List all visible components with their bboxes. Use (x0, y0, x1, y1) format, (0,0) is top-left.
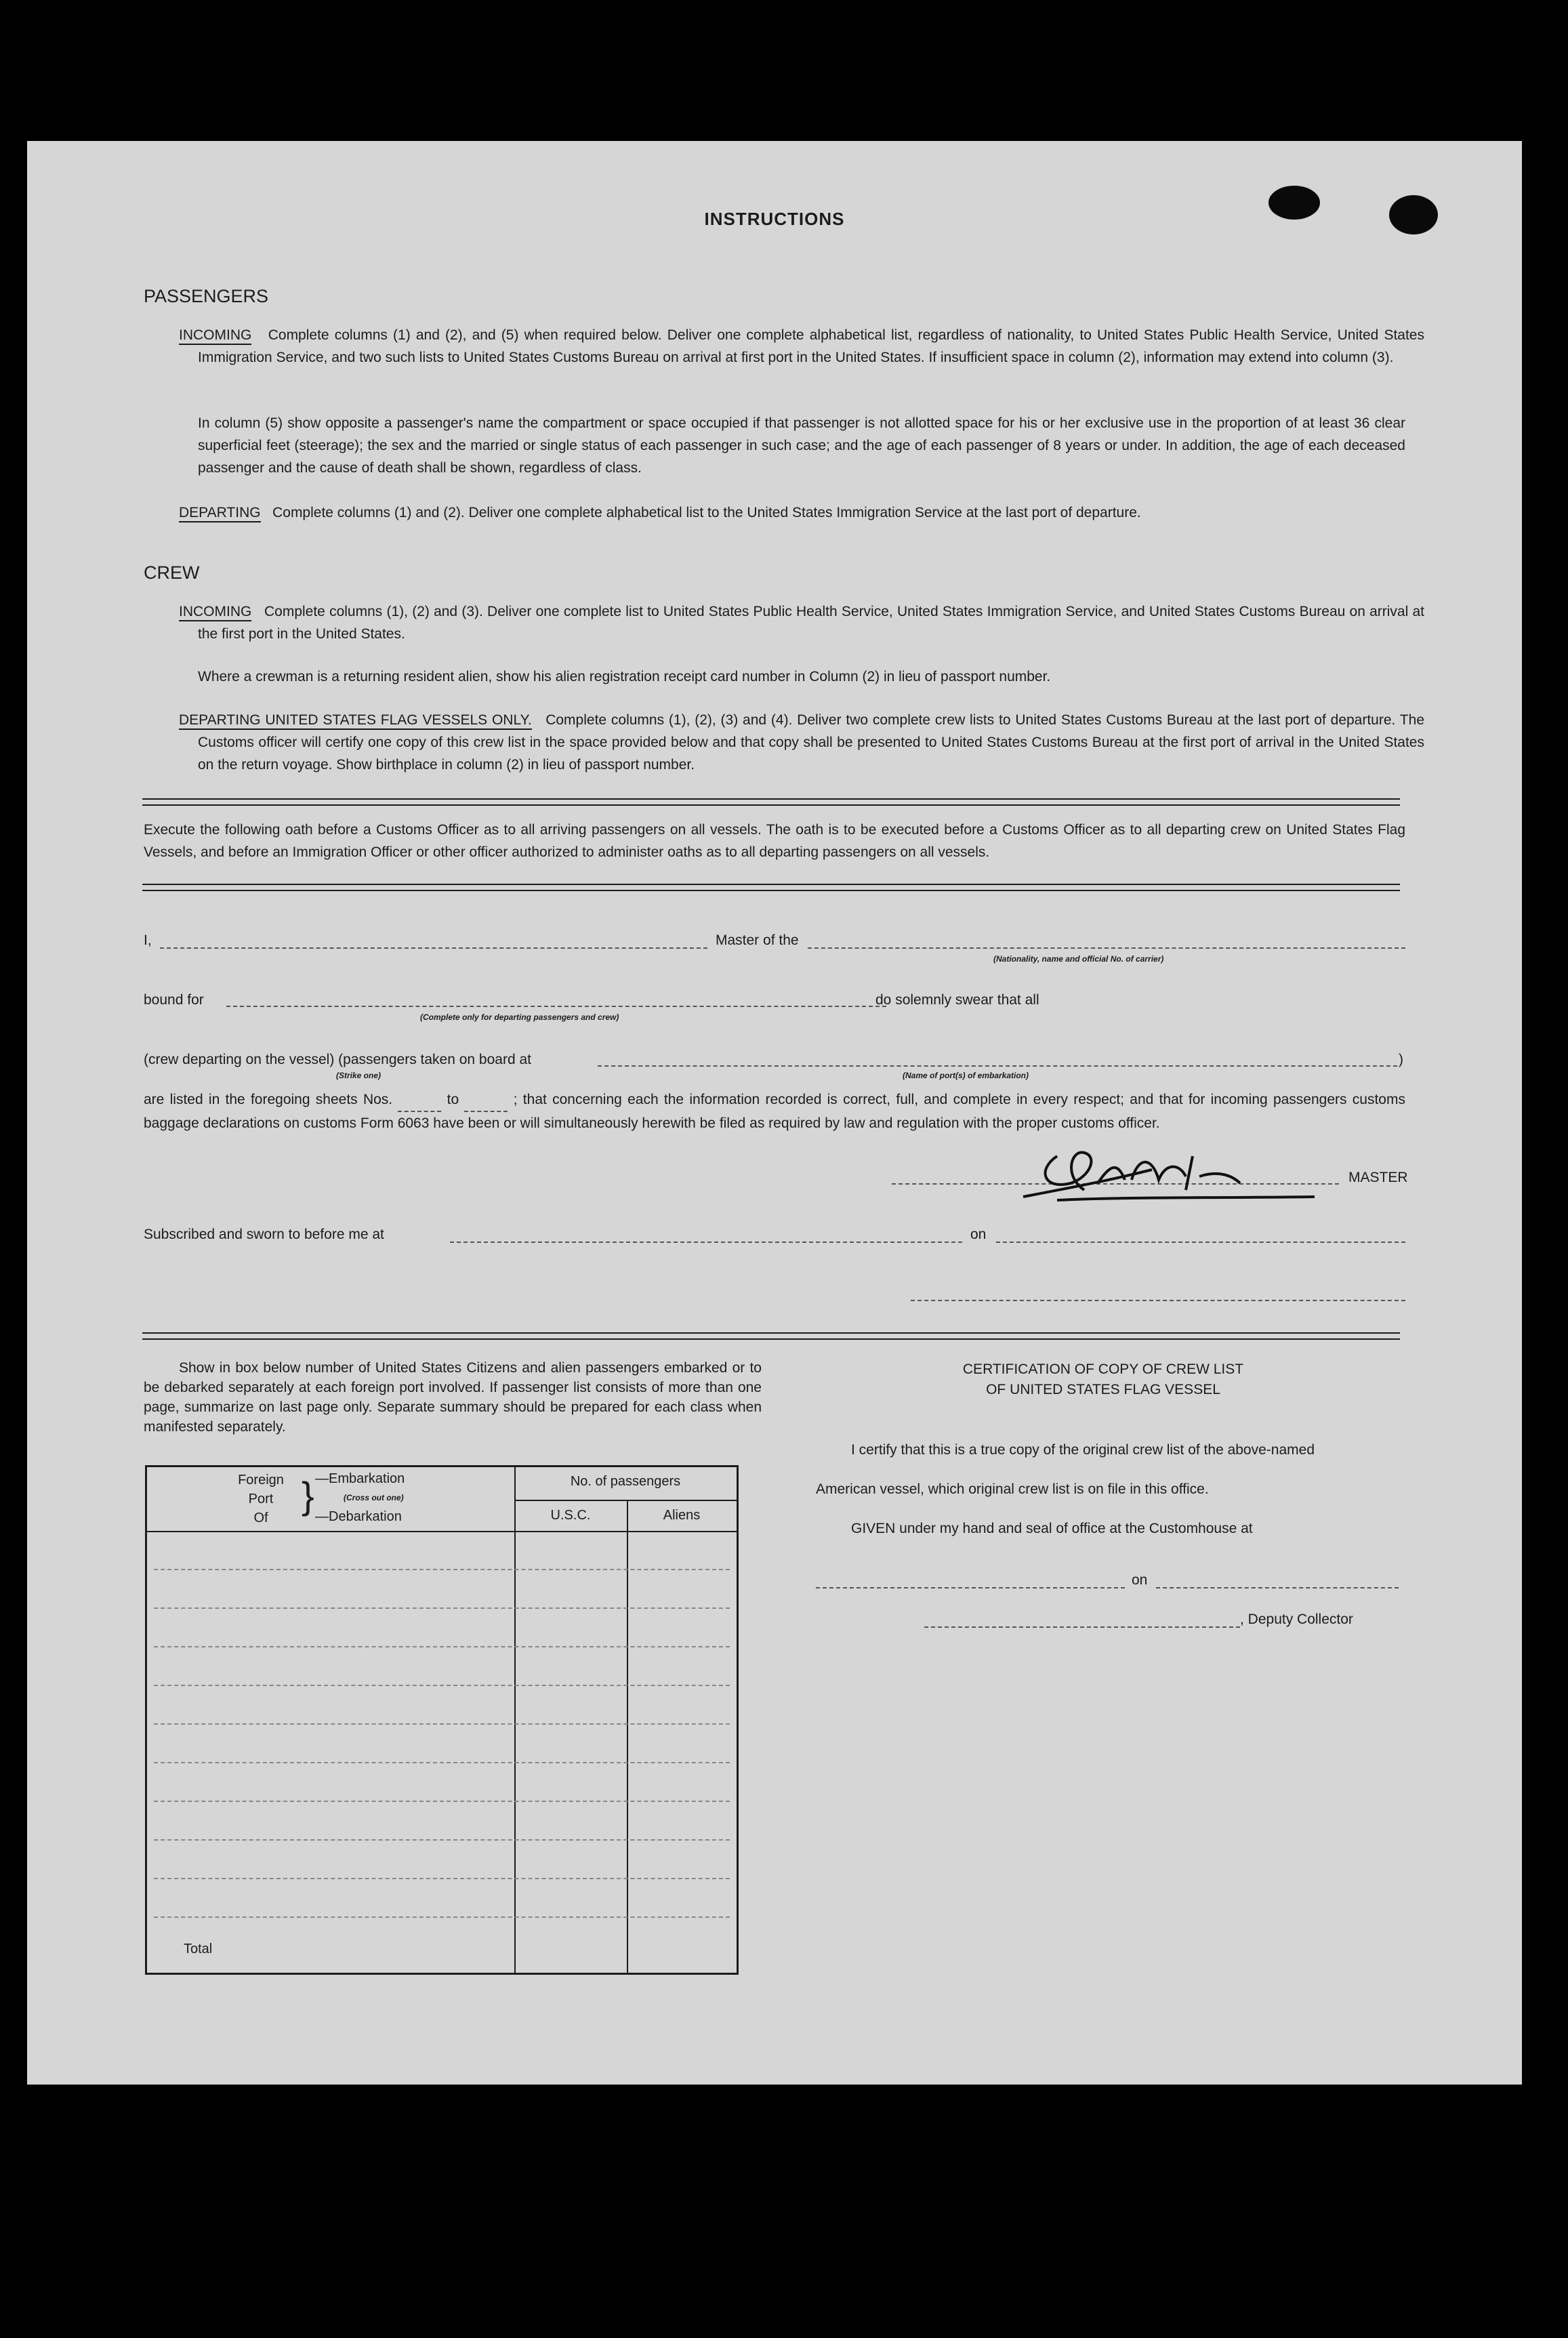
crew-incoming-text: Complete columns (1), (2) and (3). Deliver one complete list to United States Public Health Service, United States Immigration Service, and United States Customs Bureau on arrival at the first port in the United States. (198, 604, 1424, 642)
embarkation-label: —Embarkation (315, 1471, 405, 1486)
to-label: to (447, 1092, 459, 1107)
summary-instruction: Show in box below number of United States Citizens and alien passengers embarked or to be debarked separately at each foreign port involved. If passenger list consists of more than one page, summarize on last page only. Separate summary should be prepared for each class when manifested separately. (144, 1360, 762, 1435)
sworn-at-field[interactable] (450, 1242, 962, 1243)
master-signature (1016, 1143, 1328, 1210)
form-sheet (27, 141, 1522, 2085)
certification-heading-line1: CERTIFICATION OF COPY OF CREW LIST (962, 1361, 1244, 1377)
crew-incoming-label: INCOMING (179, 604, 251, 621)
departing-label: DEPARTING (179, 505, 261, 522)
listed-sheets-statement (144, 1088, 1405, 1134)
listed-text-a: are listed in the foregoing sheets Nos. (144, 1092, 393, 1107)
certify-text-b: American vessel, which original crew list is on file in this office. (816, 1481, 1209, 1497)
divider (142, 884, 1400, 891)
table-row[interactable] (154, 1801, 730, 1802)
column5-instruction: In column (5) show opposite a passenger's name the compartment or space occupied if that passenger is not allotted space for his or her exclusive use in the proportion of at least 36 clear superficial feet (steerage); the sex and the married or single status of each passenger in such case; and the age of each passenger of 8 years or under. In addition, the age of each deceased passenger and the cause of death shall be shown, regardless of class. (198, 415, 1405, 476)
page-title: INSTRUCTIONS (704, 209, 845, 229)
port-label: Port (248, 1492, 274, 1506)
table-row[interactable] (154, 1916, 730, 1918)
vessel-field[interactable] (808, 947, 1405, 949)
table-row[interactable] (154, 1607, 730, 1609)
close-paren: ) (1399, 1052, 1403, 1067)
divider (142, 1332, 1400, 1340)
certification-heading-line2: OF UNITED STATES FLAG VESSEL (986, 1382, 1220, 1397)
nationality-note: (Nationality, name and official No. of carrier) (993, 954, 1164, 964)
master-of-the-label: Master of the (716, 932, 799, 948)
departing-text: Complete columns (1) and (2). Deliver one complete alphabetical list to the United States Immigration Service at the last port of departure. (272, 505, 1141, 520)
ports-note: (Name of port(s) of embarkation) (903, 1071, 1029, 1080)
table-row[interactable] (154, 1839, 730, 1841)
strike-one-note: (Strike one) (336, 1071, 381, 1080)
bound-for-field[interactable] (226, 1006, 886, 1007)
crew-departing-instruction (179, 709, 1424, 776)
passengers-incoming-instruction (179, 324, 1424, 369)
no-of-passengers-label: No. of passengers (570, 1474, 681, 1489)
given-text: GIVEN under my hand and seal of office at the Customhouse at (851, 1521, 1253, 1536)
foreign-label: Foreign (238, 1473, 284, 1488)
subscribed-label: Subscribed and sworn to before me at (144, 1227, 384, 1242)
cert-date-field[interactable] (1156, 1587, 1399, 1588)
oath-instruction: Execute the following oath before a Customs Officer as to all arriving passengers on all vessels. The oath is to be executed before a Customs Officer as to all departing crew on United States Flag Vessels, and before an Immigration Officer or other officer authorized to administer oaths as to all departing passengers on all vessels. (144, 822, 1405, 860)
certification-heading (806, 1359, 1400, 1400)
cross-out-note: (Cross out one) (344, 1493, 404, 1502)
ports-field[interactable] (598, 1065, 1397, 1067)
header-divider (147, 1531, 737, 1532)
certify-text-a: I certify that this is a true copy of the original crew list of the above-named (851, 1442, 1315, 1458)
bound-for-label: bound for (144, 992, 204, 1008)
on-label: on (970, 1227, 987, 1242)
do-solemnly-label: do solemnly swear that all (875, 992, 1039, 1008)
column-divider (627, 1500, 628, 1973)
sheet-from-field[interactable] (398, 1088, 441, 1112)
table-row[interactable] (154, 1569, 730, 1570)
crew-heading: CREW (144, 562, 200, 583)
incoming-label: INCOMING (179, 327, 251, 345)
crew-departing-text: Complete columns (1), (2), (3) and (4). Deliver two complete crew lists to United States Customs Bureau at the last port of departure. The Customs officer will certify one copy of this crew list in the space provided below and that copy shall be presented to United States Customs Bureau at the first port of arrival in the United States on the return voyage. Show birthplace in column (2) in lieu of passport number. (198, 712, 1424, 773)
master-name-field[interactable] (160, 947, 707, 949)
resident-alien-instruction: Where a crewman is a returning resident alien, show his alien registration receipt card number in Column (2) in lieu of passport number. (198, 669, 1051, 684)
table-row[interactable] (154, 1685, 730, 1686)
cert-on-label: on (1132, 1572, 1148, 1588)
divider (142, 798, 1400, 806)
sworn-date-field[interactable] (996, 1242, 1405, 1243)
oath-i: I, (144, 932, 152, 948)
total-label: Total (184, 1942, 213, 1956)
table-row[interactable] (154, 1723, 730, 1725)
table-row[interactable] (154, 1762, 730, 1763)
brace: } (302, 1474, 314, 1517)
crew-departing-label: DEPARTING UNITED STATES FLAG VESSELS ONLY. (179, 712, 532, 730)
aliens-label: Aliens (663, 1508, 701, 1523)
customhouse-field[interactable] (816, 1587, 1125, 1588)
passengers-departing-instruction (179, 501, 1424, 524)
column-divider (514, 1467, 516, 1973)
of-label: Of (253, 1511, 268, 1525)
usc-label: U.S.C. (550, 1508, 591, 1523)
deputy-collector-label: , Deputy Collector (1240, 1612, 1353, 1627)
master-label: MASTER (1348, 1170, 1408, 1185)
header-divider (514, 1500, 737, 1501)
table-row[interactable] (154, 1646, 730, 1647)
sheet-to-field[interactable] (464, 1088, 508, 1112)
deputy-collector-signature-field[interactable] (924, 1626, 1240, 1628)
crew-incoming-instruction (179, 600, 1424, 645)
debarkation-label: —Debarkation (315, 1509, 402, 1524)
passenger-summary-table (145, 1465, 739, 1975)
table-row[interactable] (154, 1878, 730, 1879)
complete-only-note: (Complete only for departing passengers and crew) (420, 1012, 619, 1022)
officer-signature-field[interactable] (911, 1300, 1405, 1301)
incoming-text: Complete columns (1) and (2), and (5) when required below. Deliver one complete alphabetical list, regardless of nationality, to United States Public Health Service, United States Immigration Service, and two such lists to United States Customs Bureau on arrival at first port in the United States. If insufficient space in column (2), information may extend into column (3). (198, 327, 1424, 365)
listed-text-b: ; that concerning each the information recorded is correct, full, and complete in every respect; and that for incoming passengers customs baggage declarations on customs Form 6063 have been or will simultaneously herewith be filed as required by law and regulation with the proper customs officer. (144, 1092, 1405, 1131)
crew-departing-label: (crew departing on the vessel) (passengers taken on board at (144, 1052, 531, 1067)
passengers-heading: PASSENGERS (144, 286, 269, 306)
